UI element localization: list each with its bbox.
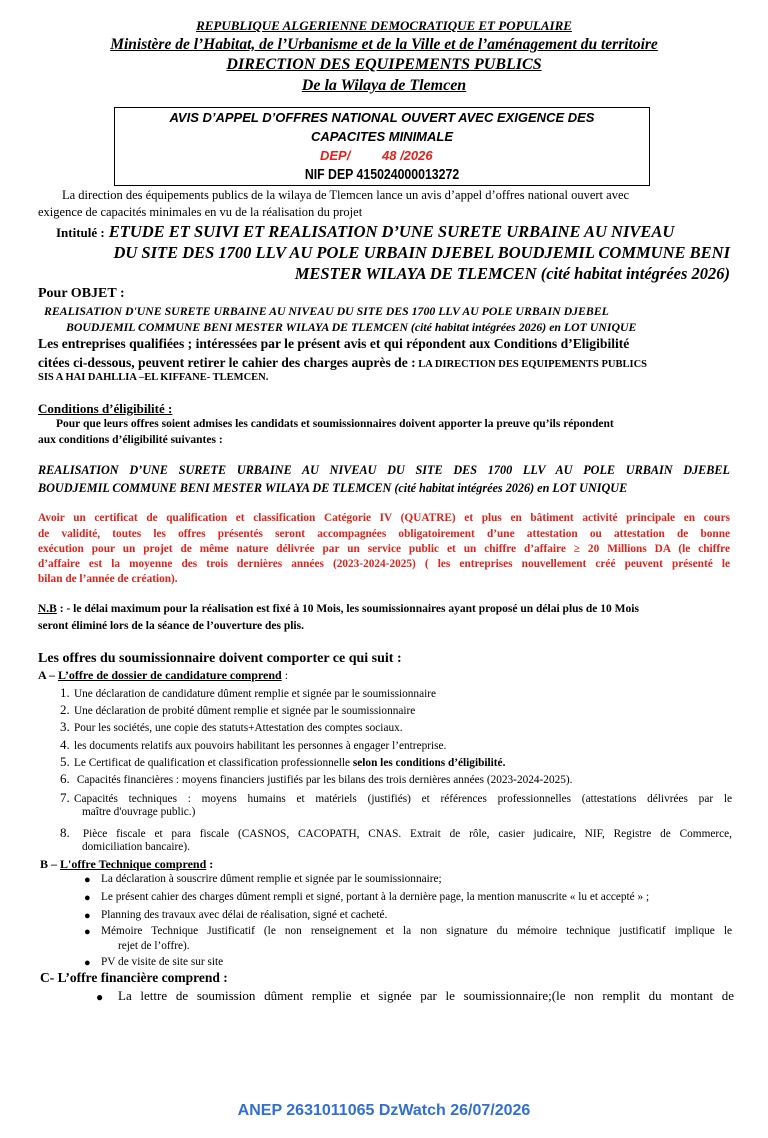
a-item-1: 1. Une déclaration de candidature dûment remplie et signée par le soumissionnaire — [60, 685, 436, 700]
nb-text: : - le délai maximum pour la réalisation est fixé à 10 Mois, les soumissionnaires ayant proposé un délai plus de 10 Mois — [56, 603, 639, 615]
intitule-label: Intitulé : — [56, 225, 105, 240]
a-item-6: 6. Capacités financières : moyens financiers justifiés par les bilans des trois dernières années (2023-2024-2025). — [60, 771, 573, 786]
section-b-suffix: : — [206, 857, 214, 871]
notice-dep-prefix: DEP/ — [320, 148, 351, 163]
section-a-suffix: : — [281, 668, 289, 682]
notice-nif: NIF DEP 415024000013272 — [304, 166, 460, 183]
qualified-line2-main: citées ci-dessous, peuvent retirer le cahier des charges auprès de : — [38, 355, 416, 370]
b-item-3: Planning des travaux avec délai de réalisation, signé et cacheté. — [101, 909, 388, 921]
b-item-4: Mémoire Technique Justificatif (le non renseignement et la non signature du mémoire technique justificatif implique le — [101, 925, 732, 937]
b-item-2: Le présent cahier des charges dûment rempli et signé, portant à la dernière page, la mention manuscrite « lu et accepté » ; — [101, 891, 650, 903]
header-wilaya: De la Wilaya de Tlemcen — [301, 77, 467, 94]
qualified-line3: SIS A HAI DAHLLIA –EL KIFFANE- TLEMCEN. — [38, 372, 269, 383]
qualified-line1: Les entreprises qualifiées ; intéressées par le présent avis et qui répondent aux Conditions d’Eligibilité — [38, 336, 630, 351]
header-ministry: Ministère de l’Habitat, de l’Urbanisme et de la Ville et de l’aménagement du territoire — [110, 36, 658, 53]
b-bullet-4: ● — [84, 926, 91, 938]
notice-dep-number: 48 /2026 — [382, 148, 433, 163]
intitule-line3: MESTER WILAYA DE TLEMCEN (cité habitat intégrées 2026) — [294, 264, 730, 283]
nb-label: N.B — [38, 603, 57, 615]
red-line-5: bilan de l’année de création). — [38, 573, 178, 585]
section-a-prefix: A – — [38, 668, 59, 682]
intro-line2: exigence de capacités minimales en vu de la réalisation du projet — [38, 205, 363, 219]
c-bullet: ● — [96, 990, 104, 1004]
a-item-5: 5. Le Certificat de qualification et classification professionnelle selon les conditions d’éligibilité. — [60, 754, 506, 769]
b-bullet-2: ● — [84, 892, 91, 904]
section-a-heading — [38, 668, 288, 683]
header-republic: REPUBLIQUE ALGERIENNE DEMOCRATIQUE ET POPULAIRE — [196, 18, 572, 33]
b-item-5: PV de visite de site sur site — [101, 956, 224, 968]
section-b-heading — [40, 857, 213, 872]
section-c-heading: C- L’offre financière comprend : — [40, 970, 228, 985]
eligibility-project-line2: BOUDJEMIL COMMUNE BENI MESTER WILAYA DE TLEMCEN (cité habitat intégrées 2026) en LOT UNIQUE — [38, 481, 628, 495]
footer-anep: ANEP 2631011065 DzWatch 26/07/2026 — [237, 1102, 531, 1119]
header-direction: DIRECTION DES EQUIPEMENTS PUBLICS — [226, 56, 542, 73]
section-a-label: L’offre de dossier de candidature comprend — [58, 668, 282, 682]
red-line-4: d’affaire est la moyenne des trois dernières années (2023-2024-2025) ( les entreprises nouvellement créé peuvent présenté le — [38, 558, 730, 570]
notice-title-line1: AVIS D’APPEL D’OFFRES NATIONAL OUVERT AVEC EXIGENCE DES — [169, 110, 595, 125]
eligibility-line1: Pour que leurs offres soient admises les candidats et soumissionnaires doivent apporter la preuve qu’ils répondent — [56, 418, 614, 430]
notice-title-line2: CAPACITES MINIMALE — [310, 129, 454, 144]
a-item-3: 3. Pour les sociétés, une copie des statuts+Attestation des comptes sociaux. — [60, 719, 403, 734]
a-item-4: 4. les documents relatifs aux pouvoirs habilitant les personnes à engager l’entreprise. — [60, 737, 447, 752]
eligibility-project-line1: REALISATION D’UNE SURETE URBAINE AU NIVEAU DU SITE DES 1700 LLV AU POLE URBAIN DJEBEL — [38, 463, 730, 477]
a-item-8-cont: domiciliation bancaire). — [82, 841, 190, 853]
red-line-2: de validité, toutes les offres présentés seront accompagnées obligatoirement d’une attestation ou attestation de bonne — [38, 528, 730, 540]
intitule-row — [56, 222, 674, 242]
b-bullet-1: ● — [84, 874, 91, 886]
a-item-7: 7. Capacités techniques : moyens humains et matériels (justifiés) et références professionnelles (attestations délivrées par le — [60, 790, 732, 805]
offers-heading: Les offres du soumissionnaire doivent comporter ce qui suit : — [38, 651, 402, 666]
eligibility-heading: Conditions d’éligibilité : — [38, 401, 173, 416]
b-bullet-5: ● — [84, 957, 91, 969]
qualified-line2 — [38, 354, 647, 372]
nb-line1 — [38, 603, 639, 615]
eligibility-line2: aux conditions d’éligibilité suivantes : — [38, 434, 223, 446]
b-item-1: La déclaration à souscrire dûment remplie et signée par le soumissionnaire; — [101, 873, 442, 885]
intitule-line2: DU SITE DES 1700 LLV AU POLE URBAIN DJEBEL BOUDJEMIL COMMUNE BENI — [113, 243, 730, 262]
objet-label: Pour OBJET : — [38, 286, 125, 301]
red-line-1: Avoir un certificat de qualification et classification Catégorie IV (QUATRE) et plus en bâtiment activité principale en cours — [38, 512, 730, 524]
a-item-8: 8. Pièce fiscale et para fiscale (CASNOS, CACOPATH, CNAS. Extrait de rôle, casier judicaire, NIF, Registre de Commerce, — [60, 825, 732, 840]
b-bullet-3: ● — [84, 910, 91, 922]
a-item-7-cont: maître d'ouvrage public.) — [82, 806, 196, 818]
b-item-4-cont: rejet de l’offre). — [118, 940, 190, 952]
a-item-2: 2. Une déclaration de probité dûment remplie et signée par le soumissionnaire — [60, 702, 416, 717]
nb-line2: seront éliminé lors de la séance de l’ouverture des plis. — [38, 620, 304, 632]
intitule-line1: ETUDE ET SUIVI ET REALISATION D’UNE SURETE URBAINE AU NIVEAU — [108, 222, 675, 241]
section-b-label: L'offre Technique comprend — [60, 857, 207, 871]
intro-line1: La direction des équipements publics de la wilaya de Tlemcen lance un avis d’appel d’offres national ouvert avec — [62, 188, 630, 202]
objet-line2: BOUDJEMIL COMMUNE BENI MESTER WILAYA DE TLEMCEN (cité habitat intégrées 2026) en LOT UNIQUE — [66, 320, 637, 334]
c-item: La lettre de soumission dûment remplie et signée par le soumissionnaire;(le non remplit du montant de — [118, 988, 734, 1003]
objet-line1: REALISATION D'UNE SURETE URBAINE AU NIVEAU DU SITE DES 1700 LLV AU POLE URBAIN DJEBEL — [44, 304, 609, 318]
red-line-3: exécution pour un projet de même nature délivrée par un service public et un chiffre d’affaire ≥ 20 Millions DA (le chiffre — [38, 543, 730, 555]
qualified-address: LA DIRECTION DES EQUIPEMENTS PUBLICS — [415, 359, 648, 370]
section-b-prefix: B – — [40, 857, 61, 871]
